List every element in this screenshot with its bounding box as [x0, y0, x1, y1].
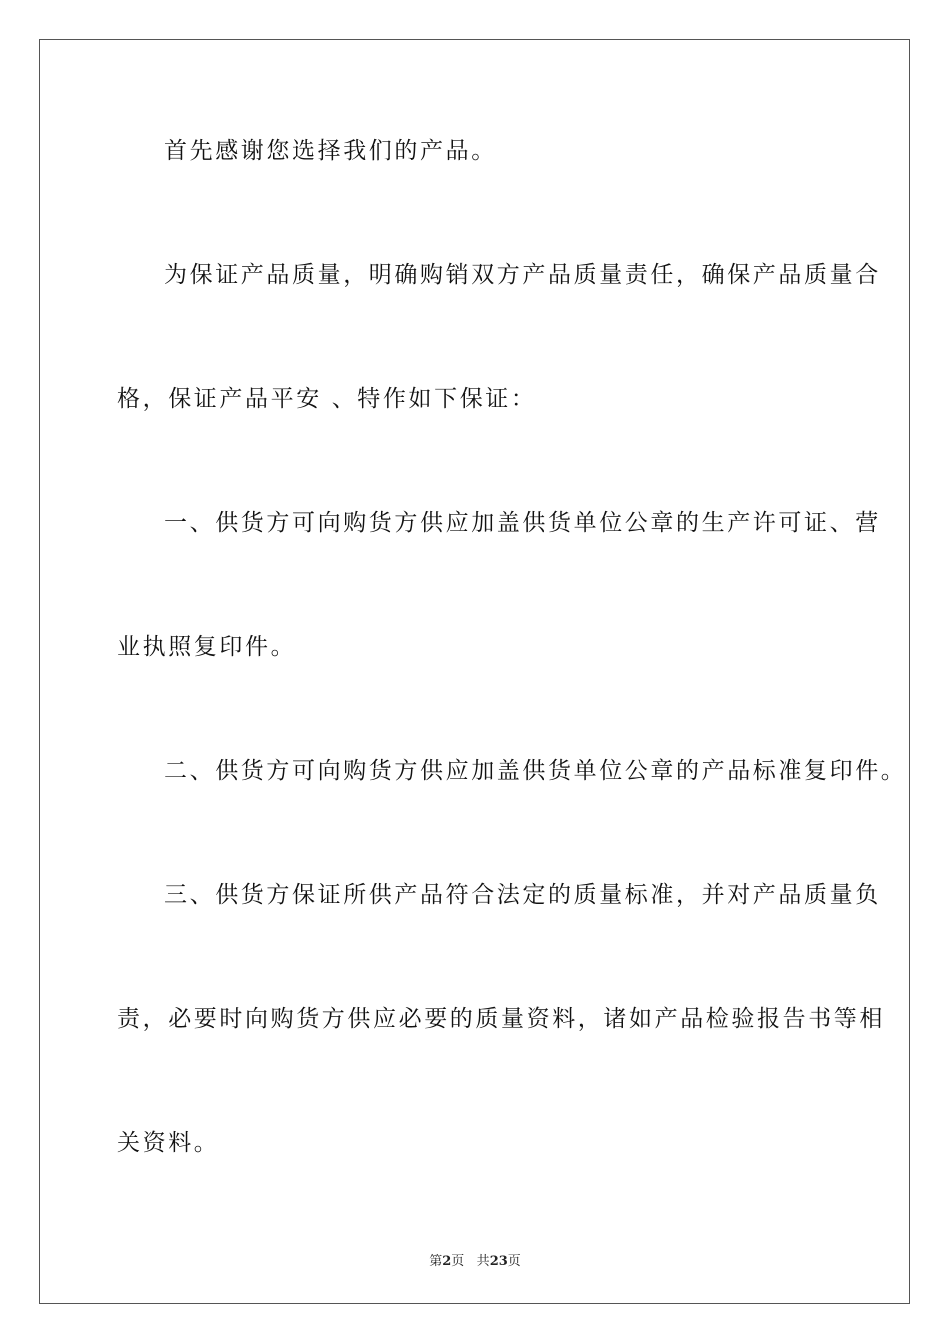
paragraph-line-6: 二、供货方可向购货方供应加盖供货单位公章的产品标准复印件。: [164, 758, 907, 784]
footer-page-suffix: 页: [451, 1254, 465, 1269]
footer-total-suffix: 页: [507, 1254, 521, 1269]
paragraph-line-4: 一、供货方可向购货方供应加盖供货单位公章的生产许可证、营: [164, 510, 881, 536]
paragraph-line-9: 关资料。: [117, 1130, 220, 1156]
footer-total-prefix: 共: [476, 1254, 490, 1269]
footer-page-prefix: 第: [429, 1254, 443, 1269]
paragraph-line-2: 为保证产品质量，明确购销双方产品质量责任，确保产品质量合: [164, 262, 881, 288]
paragraph-line-7: 三、供货方保证所供产品符合法定的质量标准，并对产品质量负: [164, 882, 881, 908]
page-footer: [0, 1250, 950, 1269]
footer-page-number: 2: [442, 1254, 452, 1269]
paragraph-line-8: 责，必要时向购货方供应必要的质量资料，诸如产品检验报告书等相: [117, 1006, 885, 1032]
paragraph-line-5: 业执照复印件。: [117, 634, 297, 660]
paragraph-line-3: 格，保证产品平安 、特作如下保证：: [117, 386, 537, 412]
paragraph-line-1: 首先感谢您选择我们的产品。: [164, 138, 497, 164]
page-border: [39, 39, 910, 1304]
footer-total-pages: 23: [489, 1254, 508, 1269]
